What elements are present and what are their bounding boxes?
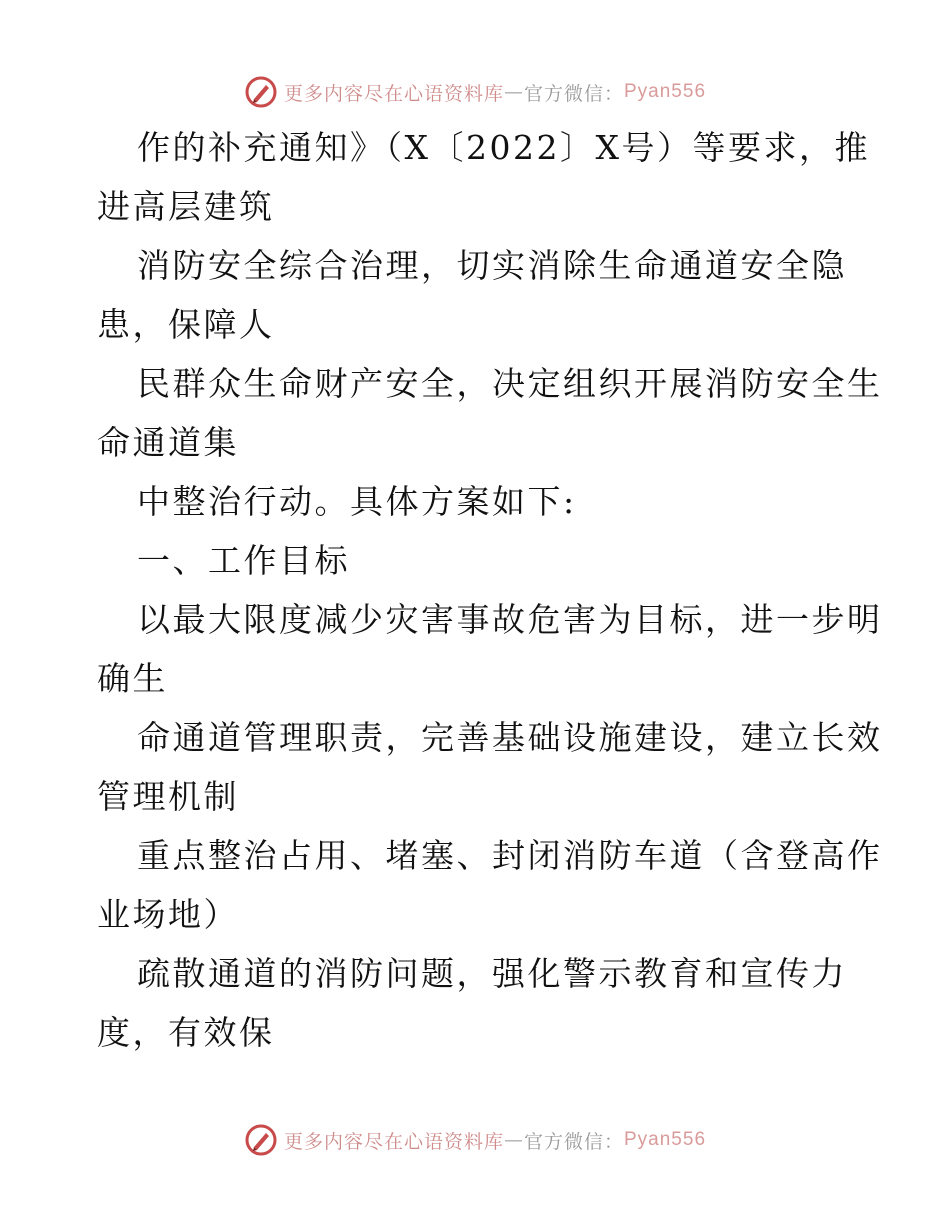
section-heading: 一、工作目标 [137, 541, 350, 580]
text-line: 确生 [97, 659, 168, 698]
text-line: 中整治行动。具体方案如下: [137, 482, 577, 521]
text-line: 患，保障人 [97, 305, 275, 344]
text-line: 民群众生命财产安全，决定组织开展消防安全生 [137, 364, 883, 403]
text-line: 重点整治占用、堵塞、封闭消防车道（含登高作 [137, 836, 883, 875]
watermark-text: 更多内容尽在心语资料库 [283, 1130, 504, 1153]
text-line: 疏散通道的消防问题，强化警示教育和宣传力 [137, 954, 847, 993]
text-line: 命通道集 [97, 423, 239, 462]
text-line: 业场地） [97, 895, 239, 934]
watermark-label: 官方微信： [523, 82, 624, 105]
text-line: 度，有效保 [97, 1013, 275, 1052]
text-line: 作的补充通知》（X〔2022〕X号）等要求，推 [137, 128, 870, 167]
watermark-footer [0, 1120, 950, 1160]
pen-logo-icon [244, 1123, 278, 1157]
pen-logo-icon [244, 75, 278, 109]
text-line: 管理机制 [97, 777, 239, 816]
watermark-text: 更多内容尽在心语资料库 [283, 82, 504, 105]
text-line: 消防安全综合治理，切实消除生命通道安全隐 [137, 246, 847, 285]
watermark-label: 官方微信： [523, 1130, 624, 1153]
document-body [97, 118, 883, 1062]
text-line: 以最大限度减少灾害事故危害为目标，进一步明 [137, 600, 883, 639]
watermark-dash: — [503, 81, 524, 103]
text-line: 进高层建筑 [97, 187, 275, 226]
watermark-header [0, 72, 950, 112]
watermark-id: Pyan556 [624, 81, 707, 102]
watermark-dash: — [503, 1129, 524, 1151]
watermark-id: Pyan556 [624, 1129, 707, 1150]
text-line: 命通道管理职责，完善基础设施建设，建立长效 [137, 718, 883, 757]
